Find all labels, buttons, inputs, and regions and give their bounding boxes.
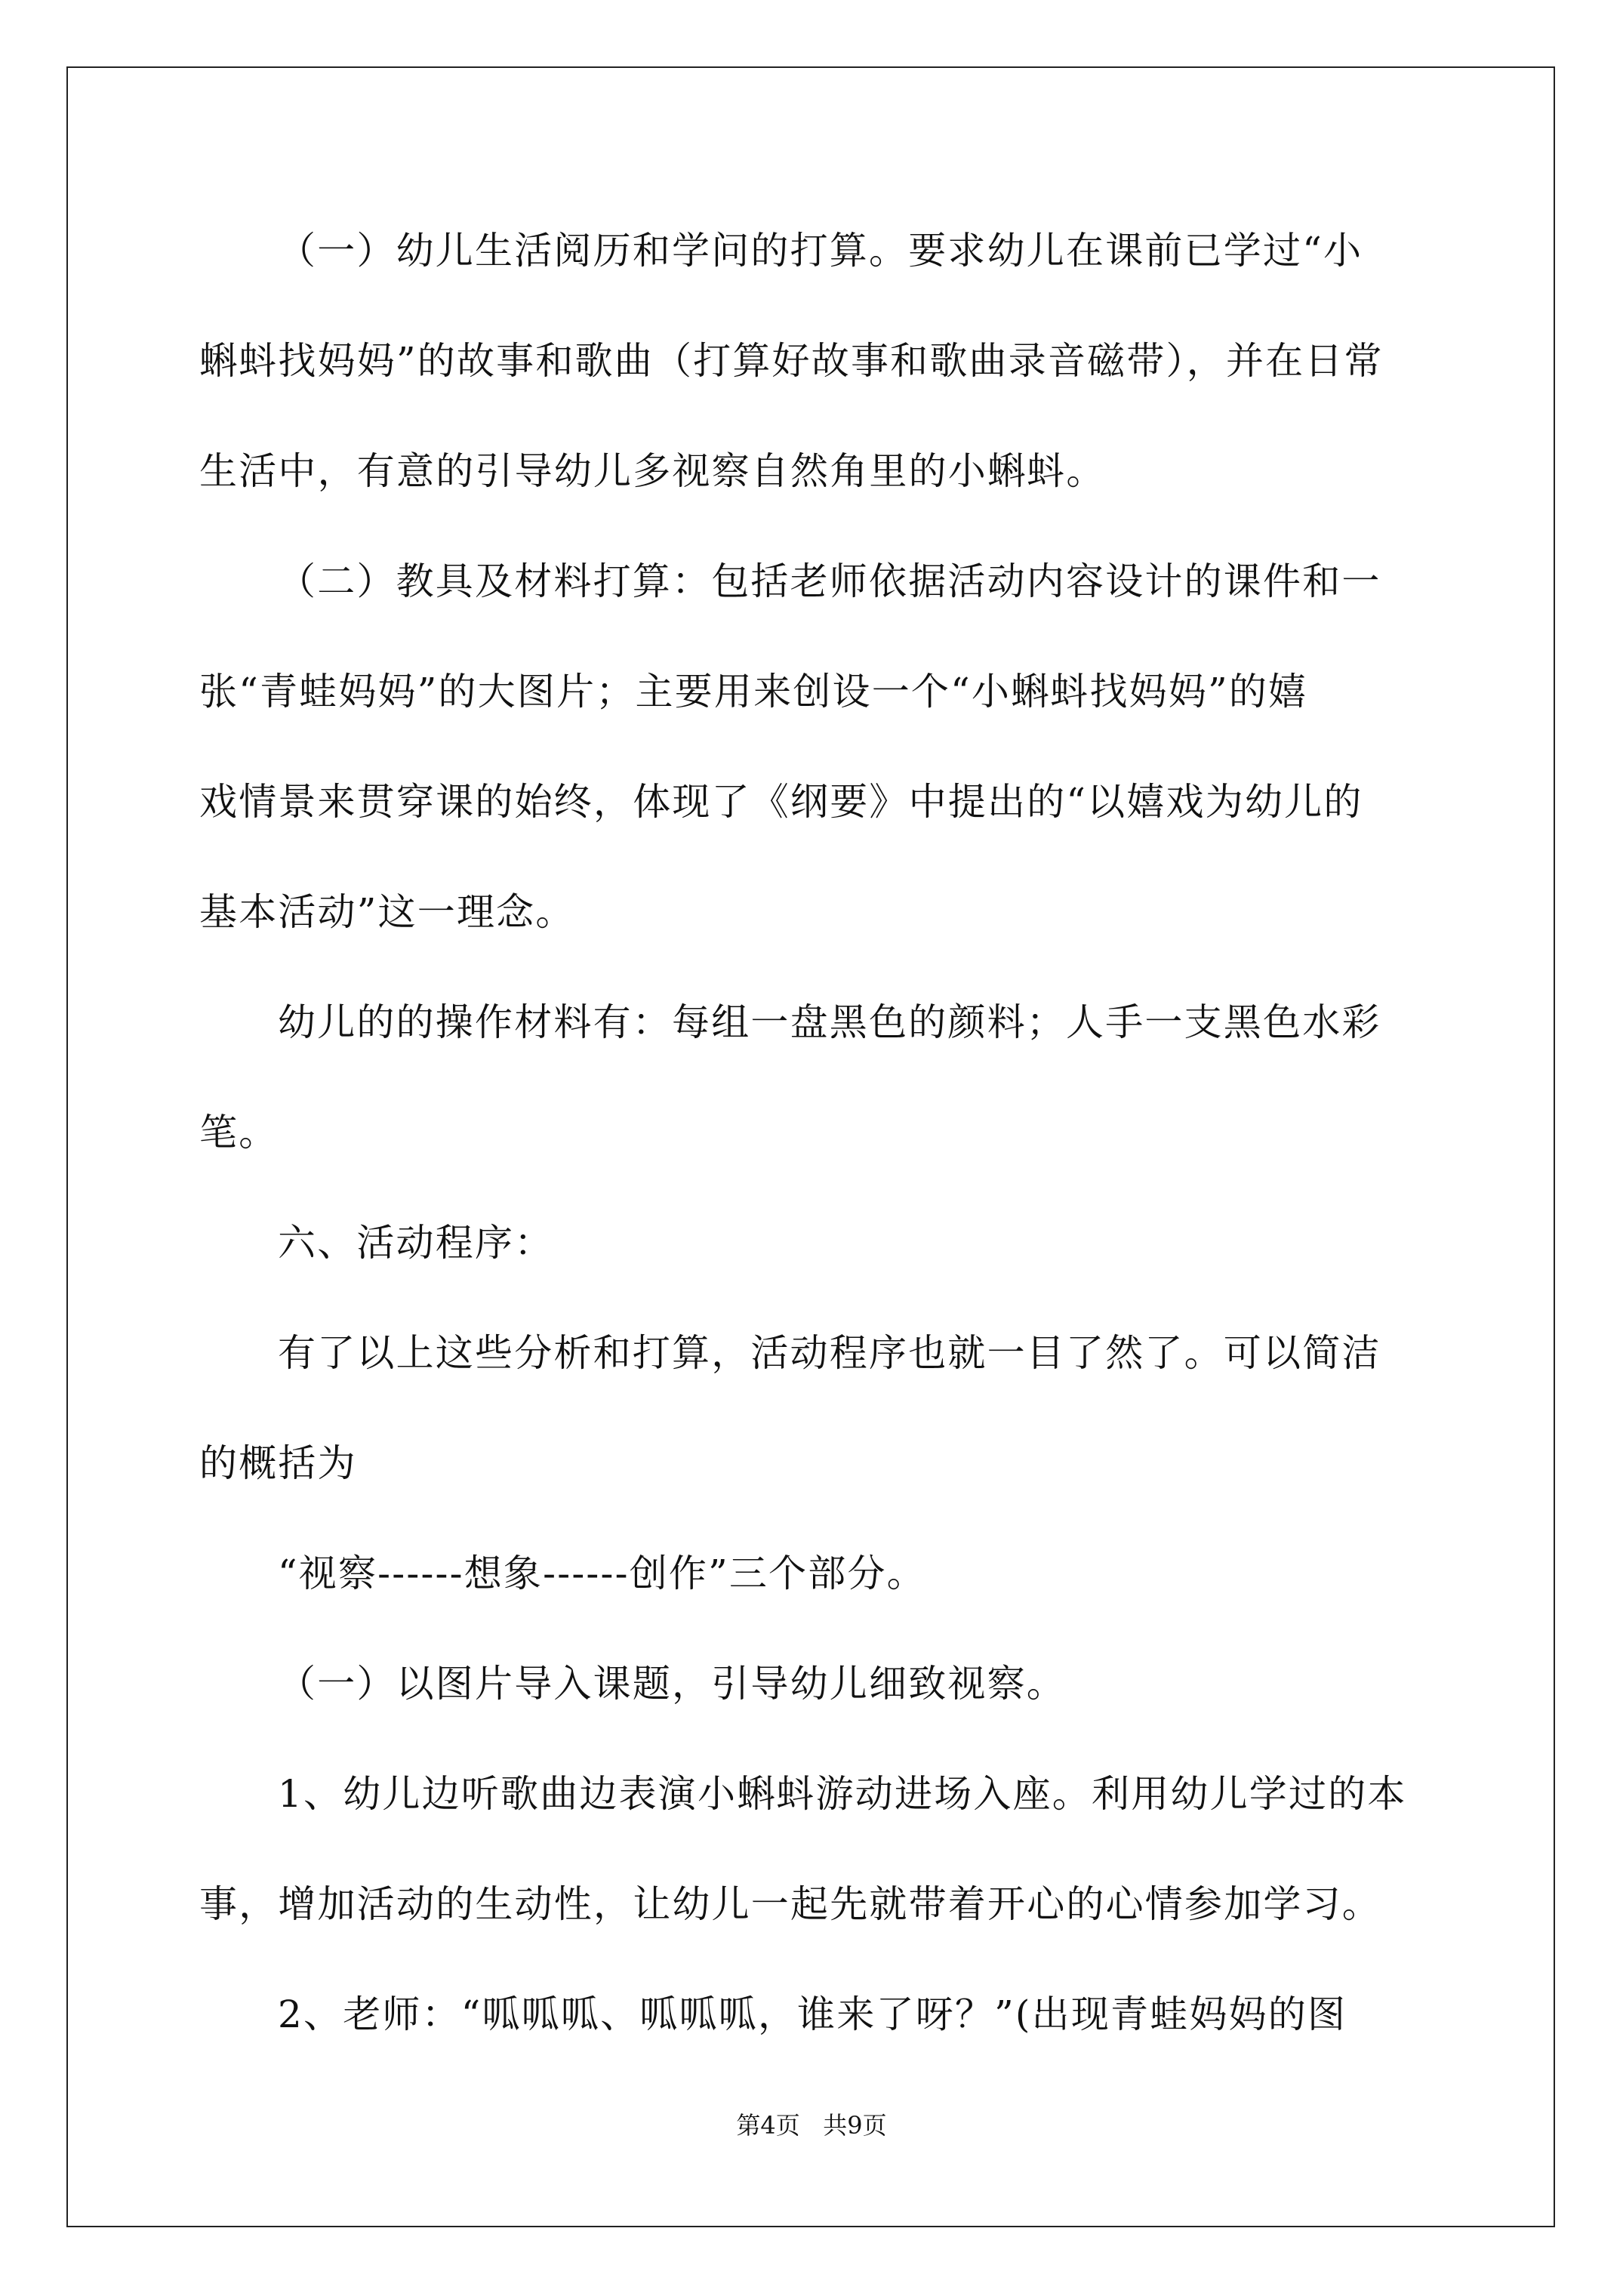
subsection-heading: （一）以图片导入课题，引导幼儿细致视察。: [278, 1662, 1066, 1706]
page-number-footer: 第4页 共9页: [736, 2111, 887, 2140]
paragraph-line: （二）教具及材料打算：包括老师依据活动内容设计的课件和一: [278, 559, 1381, 603]
paragraph-line: 2、老师：“呱呱呱、呱呱呱，谁来了呀？”(出现青蛙妈妈的图: [278, 1992, 1347, 2036]
paragraph-line: 基本活动”这一理念。: [199, 890, 575, 934]
section-heading: 六、活动程序：: [278, 1221, 554, 1265]
paragraph-line: 生活中，有意的引导幼儿多视察自然角里的小蝌蚪。: [199, 449, 1106, 493]
paragraph-line: 戏情景来贯穿课的始终，体现了《纲要》中提出的“以嬉戏为幼儿的: [199, 780, 1363, 824]
paragraph-line: 1、幼儿边听歌曲边表演小蝌蚪游动进场入座。利用幼儿学过的本: [278, 1772, 1407, 1816]
paragraph-line: “视察------想象------创作”三个部分。: [278, 1552, 926, 1595]
paragraph-line: 笔。: [199, 1111, 279, 1154]
paragraph-line: 事，增加活动的生动性，让幼儿一起先就带着开心的心情参加学习。: [199, 1882, 1381, 1926]
paragraph-line: （一）幼儿生活阅历和学问的打算。要求幼儿在课前已学过“小: [278, 229, 1363, 273]
paragraph-line: 张“青蛙妈妈”的大图片；主要用来创设一个“小蝌蚪找妈妈”的嬉: [199, 670, 1308, 713]
paragraph-line: 的概括为: [199, 1441, 357, 1485]
paragraph-line: 幼儿的的操作材料有：每组一盘黑色的颜料；人手一支黑色水彩: [278, 1000, 1381, 1044]
paragraph-line: 蝌蚪找妈妈”的故事和歌曲（打算好故事和歌曲录音磁带），并在日常: [199, 339, 1384, 383]
paragraph-line: 有了以上这些分析和打算，活动程序也就一目了然了。可以简洁: [278, 1331, 1381, 1375]
